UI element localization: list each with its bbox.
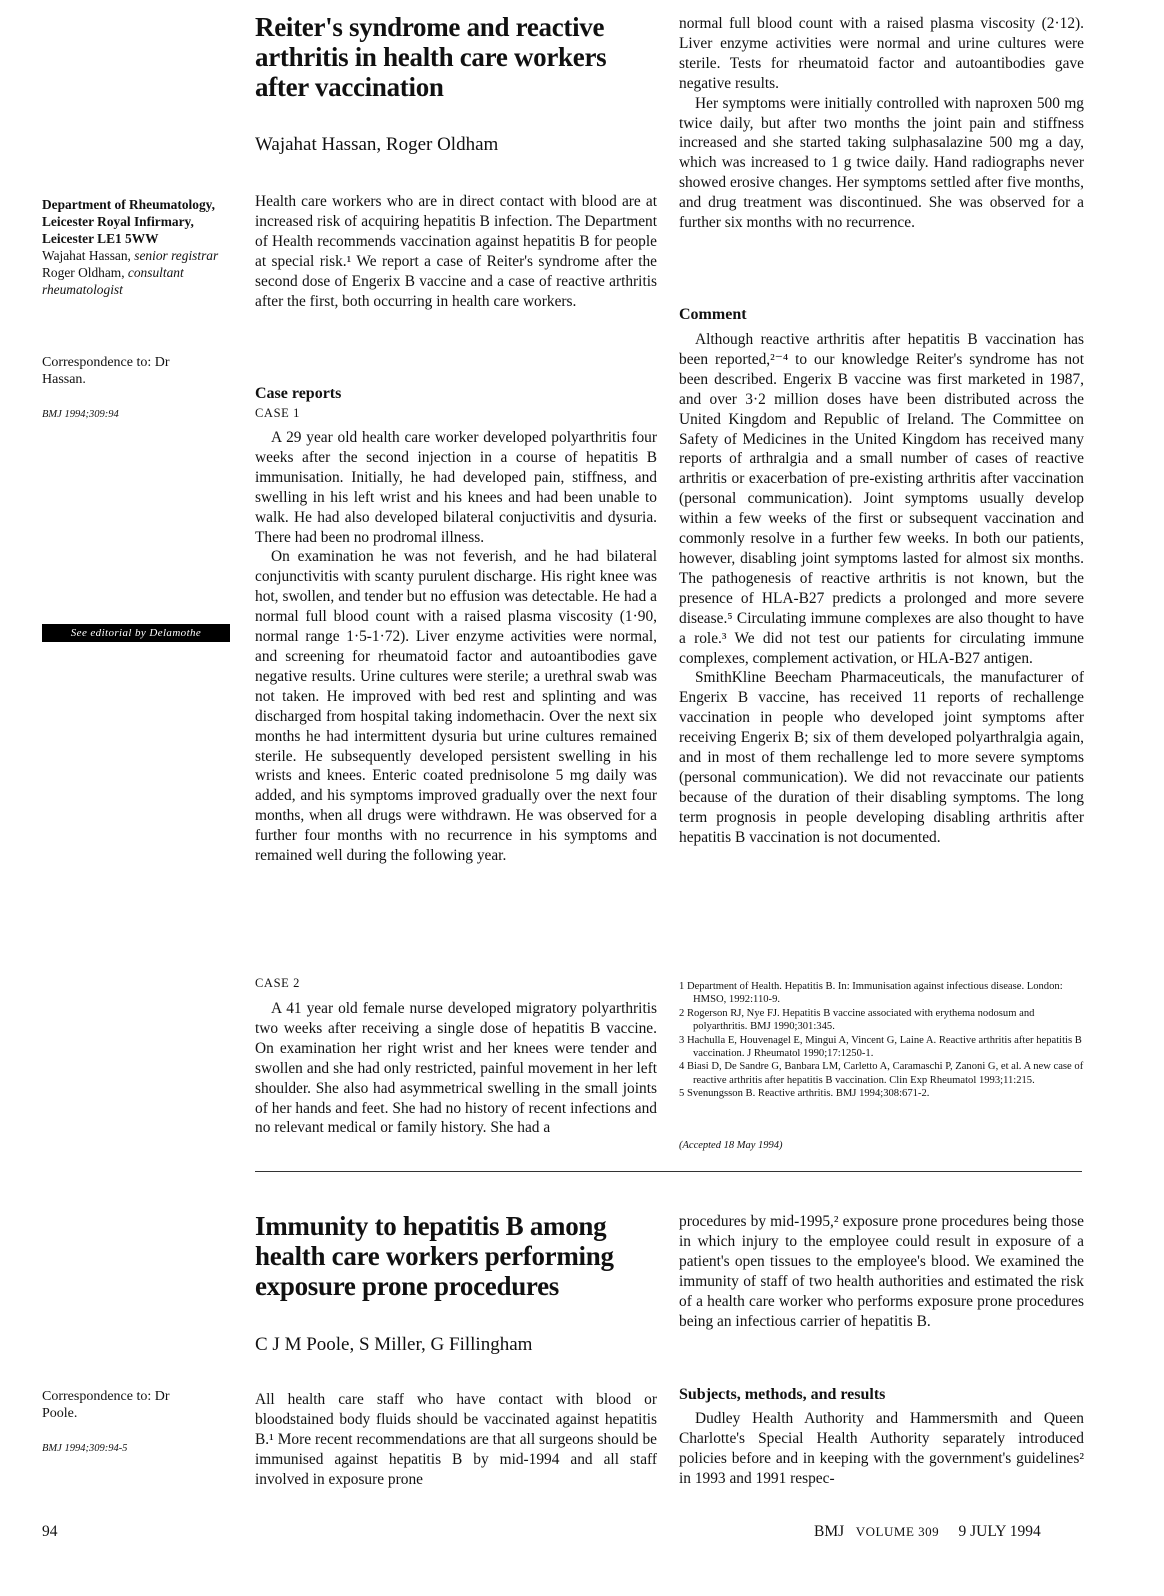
journal-date: 9 JULY 1994 [958,1523,1041,1540]
article2-col3-text: procedures by mid-1995,² exposure prone procedures being those in which injury to the employee could result in exposure of a patient's open tissues to the employee's blood. We examined the immunity of staff of two health authorities and estimated the risk of a health care worker who performs exposure prone procedures being an infectious carrier of hepatitis B. [679,1213,1084,1330]
citation: BMJ 1994;309:94 [42,409,119,420]
article2-col3 [679,1212,1084,1331]
case1-text [255,428,657,866]
page-number: 94 [42,1523,58,1540]
reference-item: 4 Biasi D, De Sandre G, Banbara LM, Carletto A, Caramaschi P, Zanoni G, et al. A new case of reactive arthritis after hepatitis B vaccination. Clin Exp Rheumatol 1993;11:215. [679,1061,1084,1086]
editorial-link[interactable]: See editorial by Delamothe [42,624,230,642]
reference-item: 1 Department of Health. Hepatitis B. In: Immunisation against infectious disease. London: HMSO, 1992:110-9. [679,981,1063,1006]
author1-name: Wajahat Hassan, [42,248,131,263]
case2-continued [679,14,1084,233]
reference-item: 3 Hachulla E, Houvenagel E, Mingui A, Vincent G, Laine A. Reactive arthritis after hepatitis B vaccination. J Rheumatol 1990;17:1250-1. [679,1034,1082,1060]
reference-item: 2 Rogerson RJ, Nye FJ. Hepatitis B vaccine associated with erythema nodosum and polyarthritis. BMJ 1990;301:345. [679,1007,1035,1033]
comment-paragraph-2: SmithKline Beecham Pharmaceuticals, the manufacturer of Engerix B vaccine, has received 11 reports of rechallenge vaccination in people who developed joint symptoms after receiving Engerix B; six of them developed polyarthralgia again, and in most of them rechallenge led to more severe symptoms (personal communication). We did not revaccinate our patients because of the duration of their disabling symptoms. The long term prognosis in people developing disabling arthritis after hepatitis B vaccination is not documented. [679,669,1084,846]
case2-label: CASE 2 [255,976,300,990]
accepted-date: (Accepted 18 May 1994) [679,1140,783,1151]
article-divider [255,1171,1082,1172]
methods-paragraph-1: Dudley Health Authority and Hammersmith and Queen Charlotte's Special Health Authority separately introduced policies before and in keeping with the government's guidelines² in 1993 and 1991 respec- [679,1410,1084,1487]
case1-paragraph-2: On examination he was not feverish, and he had bilateral conjunctivitis with scanty purulent discharge. His right knee was hot, swollen, and tender but no effusion was detectable. He had a normal full blood count with a raised plasma viscosity (1·90, normal range 1·5-1·72). Liver enzyme activities were normal, and screening for rheumatoid factor and autoantibodies gave negative results. Urine cultures were sterile; a urethral swab was not taken. He improved with bed rest and splinting and was discharged from hospital taking indomethacin. Over the next six months he had intermittent dysuria but urine cultures remained sterile. He subsequently developed persistent swelling in his wrists and knees. Enteric coated prednisolone 5 mg daily was added, and his symptoms improved gradually over the next four months, when all drugs were withdrawn. He was observed for a further four months with no recurrence in his symptoms and remained well during the following year. [255,548,657,865]
references [679,980,1084,1101]
comment-text [679,330,1084,848]
comment-paragraph-1: Although reactive arthritis after hepatitis B vaccination has been reported,²⁻⁴ to our knowledge Reiter's syndrome has not been described. Engerix B vaccine was first marketed in 1987, and over 3·2 million doses have been distributed across the United Kingdom and Republic of Ireland. The Committee on Safety of Medicines in the United Kingdom has received many reports of arthralgia and a small number of cases of reactive arthritis or exacerbation of pre-existing arthritis after vaccination (personal communication). Joint symptoms usually develop within a few weeks of the first or subsequent vaccination and commonly resolve in a further few weeks. In both our patients, however, disabling joint symptoms lasted for almost six months. The pathogenesis of reactive arthritis is not known, but the presence of HLA-B27 predicts a prolonged and more severe disease.⁵ Circulating immune complexes are also thought to have a role.³ We did not test our patients for circulating immune complexes, complement activation, or HLA-B27 antigen. [679,331,1084,667]
case1-paragraph-1: A 29 year old health care worker developed polyarthritis four weeks after the second injection in a course of hepatitis B immunisation. Initially, he had developed pain, stiffness, and swelling in his left wrist and his knees and had been unable to walk. He had also developed bilateral conjuctivitis and dysuria. There had been no prodromal illness. [255,429,657,546]
correspondence: Correspondence to: Dr Hassan. [42,355,170,387]
case2-paragraph-2: normal full blood count with a raised plasma viscosity (2·12). Liver enzyme activities were normal and urine cultures were sterile. Tests for rheumatoid factor and autoantibodies gave negative results. [679,15,1084,92]
article2-correspondence: Correspondence to: Dr Poole. [42,1389,170,1421]
methods-heading: Subjects, methods, and results [679,1386,886,1403]
article-authors: Wajahat Hassan, Roger Oldham [255,134,499,155]
methods-text [679,1409,1084,1489]
article2-title: Immunity to hepatitis B among health care workers performing exposure prone procedures [255,1211,614,1301]
author2-name: Roger Oldham, [42,265,125,280]
article2-authors: C J M Poole, S Miller, G Fillingham [255,1334,533,1355]
article-title: Reiter's syndrome and reactive arthritis in health care workers after vaccination [255,12,607,102]
sidebar-affiliation-block [42,196,232,298]
article2-intro-text: All health care staff who have contact with blood or bloodstained body fluids should be vaccinated against hepatitis B.¹ More recent recommendations are that all surgeons should be immunised against hepatitis B by mid-1994 and all staff involved in exposure prone [255,1391,657,1488]
author2-role: consultant rheumatologist [42,265,184,297]
case1-label: CASE 1 [255,406,300,420]
article2-citation: BMJ 1994;309:94-5 [42,1443,128,1454]
case2-paragraph-1: A 41 year old female nurse developed migratory polyarthritis two weeks after receiving a single dose of hepatitis B vaccine. On examination her right wrist and her knees were tender and swollen and she had only restricted, painful movement in her left shoulder. She also had asymmetrical swelling in the small joints of her hands and feet. She had no history of recent infections and no relevant medical or family history. She had a [255,1000,657,1137]
abstract [255,192,657,311]
journal-volume: VOLUME 309 [855,1524,940,1539]
comment-heading: Comment [679,306,747,323]
case-reports-heading: Case reports [255,385,342,402]
abstract-text: Health care workers who are in direct contact with blood are at increased risk of acquiring hepatitis B infection. The Department of Health recommends vaccination against hepatitis B for people at special risk.¹ We report a case of Reiter's syndrome after the second dose of Engerix B vaccine and a case of reactive arthritis after the first, both occurring in health care workers. [255,193,657,310]
reference-item: 5 Svenungsson B. Reactive arthritis. BMJ 1994;308:671-2. [679,1088,930,1100]
case2-text [255,999,657,1138]
affiliation: Department of Rheumatology, Leicester Royal Infirmary, Leicester LE1 5WW [42,197,215,246]
article2-intro [255,1390,657,1490]
case2-paragraph-3: Her symptoms were initially controlled with naproxen 500 mg twice daily, but after two months the joint pain and stiffness increased and she started taking sulphasalazine 500 mg a day, which was increased to 1 g twice daily. Hand radiographs never showed erosive changes. Her symptoms settled after five months, and drug treatment was discontinued. She was observed for a further six months with no recurrence. [679,94,1084,232]
journal-footer [814,1523,1041,1541]
journal-name: BMJ [814,1523,845,1540]
author1-role: senior registrar [134,248,219,263]
